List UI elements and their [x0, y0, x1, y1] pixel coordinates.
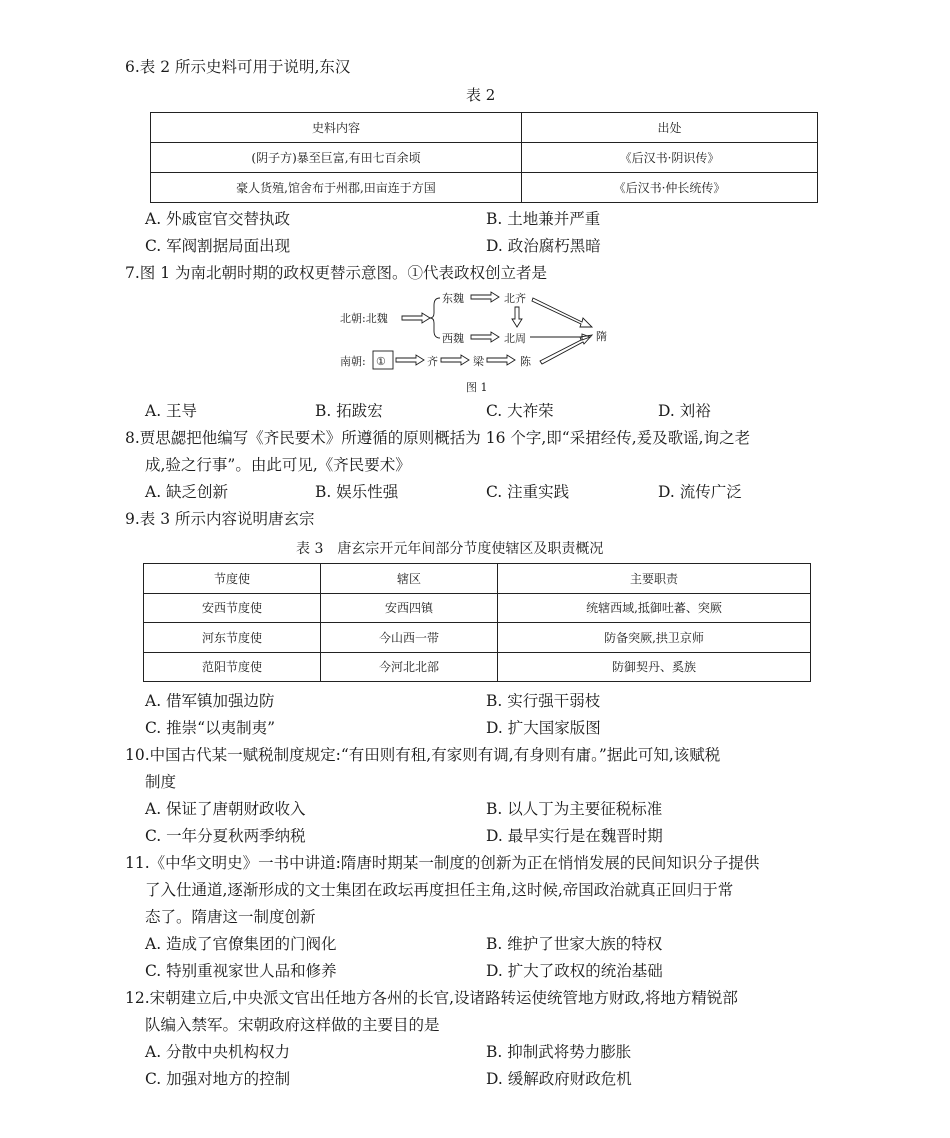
q9-option-b: B. 实行强干弱枝	[486, 692, 601, 710]
table-header-row	[151, 113, 818, 143]
table-row	[144, 623, 811, 653]
table2-title: 表 2	[466, 86, 496, 104]
q8-option-a: A. 缺乏创新	[145, 483, 229, 501]
q11-stem-line1: 11.《中华文明史》一书中讲道:隋唐时期某一制度的创新为正在悄悄发展的民间知识分子提供	[125, 854, 760, 872]
q7-option-d: D. 刘裕	[658, 402, 711, 420]
q11-option-d: D. 扩大了政权的统治基础	[486, 962, 663, 980]
q8-option-d: D. 流传广泛	[658, 483, 742, 501]
table-cell: 防备突厥,拱卫京师	[498, 623, 811, 653]
table-cell: 安西节度使	[144, 593, 321, 623]
north-zhou-label: 北周	[504, 332, 526, 345]
table-cell: 安西四镇	[321, 593, 498, 623]
q12-option-b: B. 抑制武将势力膨胀	[486, 1043, 632, 1061]
q7-stem: 7.图 1 为南北朝时期的政权更替示意图。①代表政权创立者是	[125, 264, 548, 282]
q6-option-b: B. 土地兼并严重	[486, 210, 601, 228]
qi-label: 齐	[427, 355, 438, 368]
hollow-arrow	[441, 355, 469, 365]
liang-label: 梁	[473, 355, 484, 368]
q12-stem-line1: 12.宋朝建立后,中央派文官出任地方各州的长官,设诸路转运使统管地方财政,将地方精锐部	[125, 989, 738, 1007]
q10-option-d: D. 最早实行是在魏晋时期	[486, 827, 663, 845]
table-2	[150, 112, 818, 203]
q10-stem-line1: 10.中国古代某一赋税制度规定:“有田则有租,有家则有调,有身则有庸。”据此可知,该赋税	[125, 746, 721, 764]
hollow-arrow	[471, 292, 499, 302]
table-cell: 范阳节度使	[144, 652, 321, 682]
table-cell: 统辖西域,抵御吐蕃、突厥	[498, 593, 811, 623]
q9-stem: 9.表 3 所示内容说明唐玄宗	[125, 510, 315, 528]
q8-option-c: C. 注重实践	[486, 483, 570, 501]
south-dynasty-label: 南朝:	[340, 355, 366, 368]
q11-option-a: A. 造成了官僚集团的门阀化	[145, 935, 337, 953]
table-3	[143, 563, 811, 682]
table3-title: 表 3 唐玄宗开元年间部分节度使辖区及职责概况	[296, 541, 604, 557]
q8-stem-line2: 成,验之行事”。由此可见,《齐民要术》	[145, 456, 411, 474]
q11-stem-line2: 了入仕通道,逐渐形成的文士集团在政坛再度担任主角,这时候,帝国政治就真正回归于常	[145, 881, 734, 899]
table-cell: (阴子方)暴至巨富,有田七百余顷	[151, 143, 522, 173]
table-cell: 《后汉书·仲长统传》	[522, 173, 818, 203]
table-header-row	[144, 564, 811, 594]
hollow-arrow	[471, 332, 499, 342]
north-dynasty-label: 北朝:北魏	[340, 312, 388, 325]
q7-option-b: B. 拓跋宏	[315, 402, 383, 420]
table-header: 出处	[522, 113, 818, 143]
q11-stem-line3: 态了。隋唐这一制度创新	[145, 908, 316, 926]
table-cell: 《后汉书·阴识传》	[522, 143, 818, 173]
brace	[430, 298, 440, 338]
q9-option-d: D. 扩大国家版图	[486, 719, 601, 737]
q11-option-c: C. 特别重视家世人品和修养	[145, 962, 337, 980]
q9-option-c: C. 推崇“以夷制夷”	[145, 719, 276, 737]
q10-stem-line2: 制度	[145, 773, 177, 791]
east-wei-label: 东魏	[442, 292, 464, 305]
sui-label: 隋	[596, 330, 607, 343]
figure-caption: 图 1	[466, 381, 488, 394]
q11-option-b: B. 维护了世家大族的特权	[486, 935, 663, 953]
table-cell: 防御契丹、奚族	[498, 652, 811, 682]
circle-one-label: ①	[376, 355, 386, 368]
table-row	[151, 143, 818, 173]
table-cell: 豪人货殖,馆舍布于州郡,田亩连于方国	[151, 173, 522, 203]
q7-option-a: A. 王导	[145, 402, 198, 420]
table-cell: 今河北北部	[321, 652, 498, 682]
q10-option-c: C. 一年分夏秋两季纳税	[145, 827, 306, 845]
table-header: 主要职责	[498, 564, 811, 594]
q12-stem-line2: 队编入禁军。宋朝政府这样做的主要目的是	[145, 1016, 440, 1034]
hollow-arrow	[487, 355, 515, 365]
table-header: 辖区	[321, 564, 498, 594]
q10-option-b: B. 以人丁为主要征税标准	[486, 800, 663, 818]
hollow-arrow	[396, 355, 424, 365]
q6-stem: 6.表 2 所示史料可用于说明,东汉	[125, 58, 351, 76]
table-cell: 今山西一带	[321, 623, 498, 653]
q12-option-d: D. 缓解政府财政危机	[486, 1070, 632, 1088]
north-qi-label: 北齐	[504, 292, 526, 305]
table-row	[144, 652, 811, 682]
down-arrow	[512, 307, 522, 327]
q6-option-a: A. 外戚宦官交替执政	[145, 210, 291, 228]
q8-option-b: B. 娱乐性强	[315, 483, 399, 501]
table-row	[151, 173, 818, 203]
regime-succession-diagram	[330, 285, 630, 400]
q12-option-a: A. 分散中央机构权力	[145, 1043, 291, 1061]
q9-option-a: A. 借军镇加强边防	[145, 692, 275, 710]
q8-stem-line1: 8.贾思勰把他编写《齐民要术》所遵循的原则概括为 16 个字,即“采捃经传,爰及歌谣,询之老	[125, 429, 751, 447]
q10-option-a: A. 保证了唐朝财政收入	[145, 800, 306, 818]
west-wei-label: 西魏	[442, 332, 464, 345]
table-header: 史料内容	[151, 113, 522, 143]
q7-option-c: C. 大祚荣	[486, 402, 554, 420]
table-row	[144, 593, 811, 623]
q6-option-d: D. 政治腐朽黑暗	[486, 237, 601, 255]
chen-label: 陈	[520, 355, 531, 368]
hollow-arrow	[532, 298, 592, 327]
hollow-arrow	[402, 313, 430, 323]
table-header: 节度使	[144, 564, 321, 594]
q12-option-c: C. 加强对地方的控制	[145, 1070, 291, 1088]
table-cell: 河东节度使	[144, 623, 321, 653]
q6-option-c: C. 军阀割据局面出现	[145, 237, 291, 255]
